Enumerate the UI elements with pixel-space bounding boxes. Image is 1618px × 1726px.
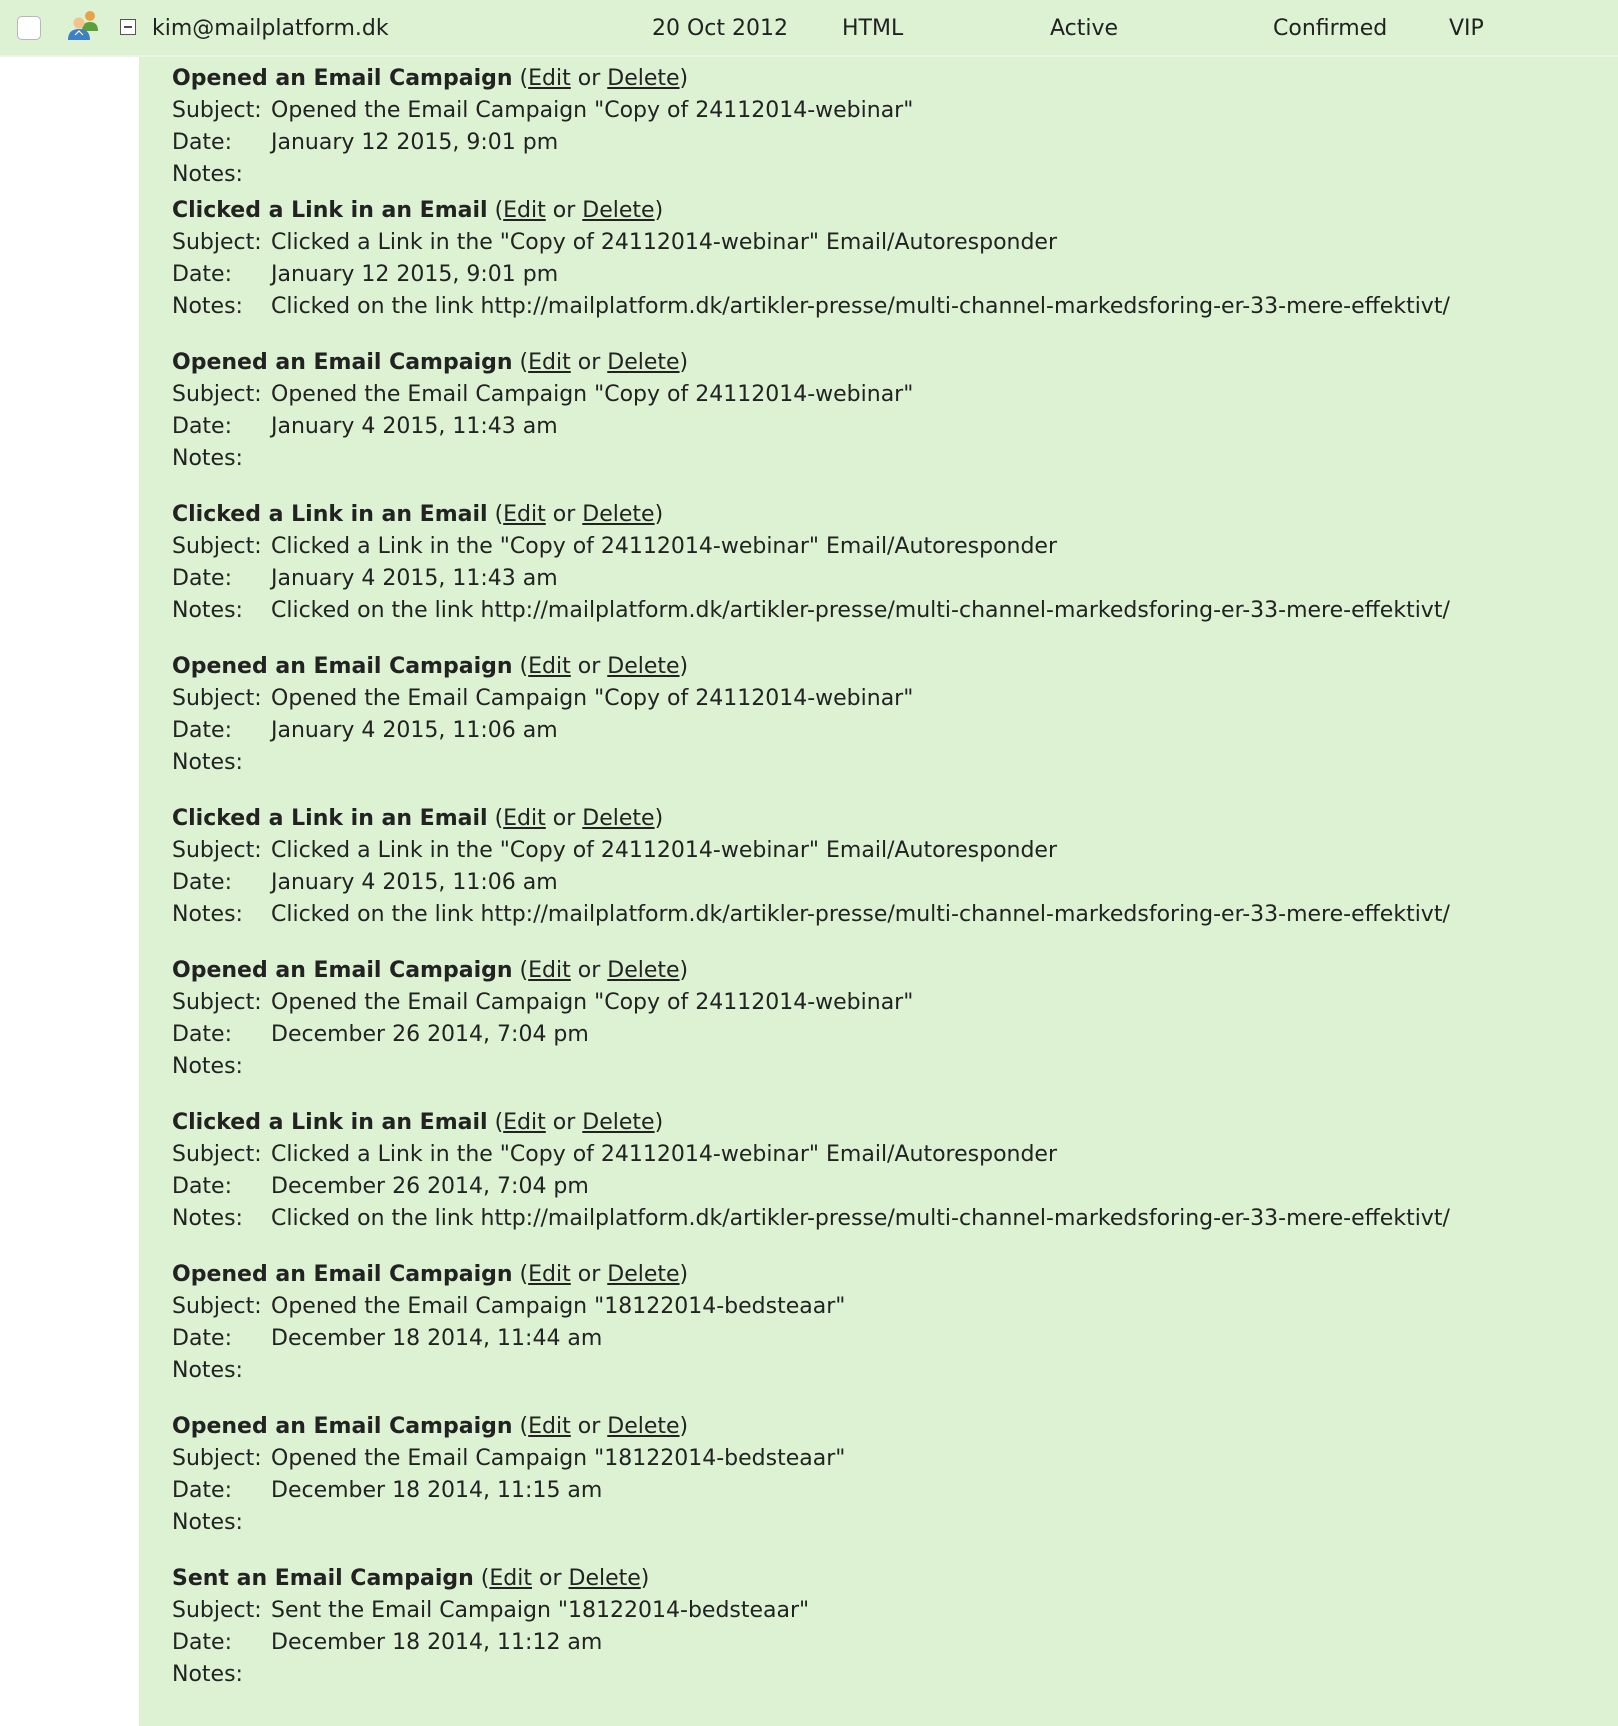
delete-link[interactable]: Delete xyxy=(607,350,680,375)
event-date-row xyxy=(172,411,1612,443)
paren-close: ) xyxy=(679,66,689,91)
date-label: Date: xyxy=(172,130,232,155)
event-notes-row xyxy=(172,1355,1612,1387)
notes-label: Notes: xyxy=(172,162,243,187)
event-entry xyxy=(172,651,1612,779)
event-subject: Sent the Email Campaign "18122014-bedsteaar" xyxy=(271,1598,810,1623)
event-header xyxy=(172,651,1612,683)
event-entry xyxy=(172,347,1612,475)
paren-open: ( xyxy=(519,350,529,375)
subject-label: Subject: xyxy=(172,1446,262,1471)
edit-link[interactable]: Edit xyxy=(489,1566,532,1591)
event-title: Opened an Email Campaign xyxy=(172,1262,513,1287)
date-label: Date: xyxy=(172,1478,232,1503)
date-label: Date: xyxy=(172,262,232,287)
event-date-row xyxy=(172,1171,1612,1203)
event-date-row xyxy=(172,259,1612,291)
date-label: Date: xyxy=(172,1630,232,1655)
paren-close: ) xyxy=(654,1110,664,1135)
edit-link[interactable]: Edit xyxy=(503,806,546,831)
event-title: Opened an Email Campaign xyxy=(172,958,513,983)
event-header xyxy=(172,1107,1612,1139)
paren-open: ( xyxy=(494,1110,504,1135)
or-text: or xyxy=(538,1566,562,1591)
paren-close: ) xyxy=(679,958,689,983)
notes-label: Notes: xyxy=(172,446,243,471)
delete-link[interactable]: Delete xyxy=(582,806,655,831)
event-date: December 26 2014, 7:04 pm xyxy=(271,1022,589,1047)
event-date-row xyxy=(172,563,1612,595)
collapse-icon[interactable] xyxy=(120,19,136,35)
event-subject: Opened the Email Campaign "18122014-bedsteaar" xyxy=(271,1446,846,1471)
edit-link[interactable]: Edit xyxy=(528,1262,571,1287)
event-header xyxy=(172,955,1612,987)
notes-label: Notes: xyxy=(172,1358,243,1383)
event-title: Clicked a Link in an Email xyxy=(172,198,488,223)
paren-close: ) xyxy=(679,350,689,375)
event-date-row xyxy=(172,1323,1612,1355)
date-label: Date: xyxy=(172,870,232,895)
edit-link[interactable]: Edit xyxy=(528,66,571,91)
event-date-row xyxy=(172,715,1612,747)
notes-label: Notes: xyxy=(172,1510,243,1535)
subject-label: Subject: xyxy=(172,98,262,123)
event-entry xyxy=(172,803,1612,931)
paren-close: ) xyxy=(640,1566,650,1591)
event-entry xyxy=(172,1259,1612,1387)
notes-label: Notes: xyxy=(172,902,243,927)
subject-label: Subject: xyxy=(172,838,262,863)
event-date: January 12 2015, 9:01 pm xyxy=(271,262,559,287)
subscriber-date: 20 Oct 2012 xyxy=(652,16,789,41)
event-subject-row xyxy=(172,683,1612,715)
event-date: January 4 2015, 11:43 am xyxy=(271,566,558,591)
paren-close: ) xyxy=(679,1262,689,1287)
event-title: Opened an Email Campaign xyxy=(172,654,513,679)
event-title: Clicked a Link in an Email xyxy=(172,806,488,831)
event-history-panel xyxy=(139,57,1618,1726)
edit-link[interactable]: Edit xyxy=(528,958,571,983)
or-text: or xyxy=(577,654,601,679)
event-entry xyxy=(172,1563,1612,1691)
delete-link[interactable]: Delete xyxy=(607,958,680,983)
event-header xyxy=(172,347,1612,379)
edit-link[interactable]: Edit xyxy=(528,350,571,375)
event-title: Opened an Email Campaign xyxy=(172,66,513,91)
notes-label: Notes: xyxy=(172,1206,243,1231)
event-date: December 26 2014, 7:04 pm xyxy=(271,1174,589,1199)
subscriber-status: Active xyxy=(1050,16,1119,41)
or-text: or xyxy=(577,1262,601,1287)
event-entry xyxy=(172,499,1612,627)
paren-close: ) xyxy=(679,654,689,679)
event-header xyxy=(172,63,1612,95)
paren-close: ) xyxy=(654,198,664,223)
notes-label: Notes: xyxy=(172,1054,243,1079)
event-subject-row xyxy=(172,1595,1612,1627)
notes-label: Notes: xyxy=(172,750,243,775)
event-subject: Opened the Email Campaign "Copy of 24112014-webinar" xyxy=(271,990,914,1015)
subscriber-confirmation: Confirmed xyxy=(1273,16,1388,41)
event-subject: Opened the Email Campaign "Copy of 24112014-webinar" xyxy=(271,382,914,407)
subject-label: Subject: xyxy=(172,382,262,407)
or-text: or xyxy=(552,1110,576,1135)
event-notes-row xyxy=(172,291,1612,323)
date-label: Date: xyxy=(172,1326,232,1351)
event-header xyxy=(172,1259,1612,1291)
event-date-row xyxy=(172,1475,1612,1507)
delete-link[interactable]: Delete xyxy=(607,654,680,679)
event-subject-row xyxy=(172,835,1612,867)
delete-link[interactable]: Delete xyxy=(607,66,680,91)
edit-link[interactable]: Edit xyxy=(528,654,571,679)
subject-label: Subject: xyxy=(172,990,262,1015)
subject-label: Subject: xyxy=(172,534,262,559)
event-subject-row xyxy=(172,1139,1612,1171)
event-entry xyxy=(172,1411,1612,1539)
event-notes-row xyxy=(172,1659,1612,1691)
date-label: Date: xyxy=(172,566,232,591)
edit-link[interactable]: Edit xyxy=(503,198,546,223)
event-notes-row xyxy=(172,1507,1612,1539)
paren-close: ) xyxy=(654,502,664,527)
event-date-row xyxy=(172,1019,1612,1051)
paren-open: ( xyxy=(494,198,504,223)
subscriber-format: HTML xyxy=(842,16,904,41)
notes-label: Notes: xyxy=(172,294,243,319)
delete-link[interactable]: Delete xyxy=(607,1414,680,1439)
event-header xyxy=(172,195,1612,227)
edit-link[interactable]: Edit xyxy=(528,1414,571,1439)
paren-open: ( xyxy=(519,1262,529,1287)
event-subject-row xyxy=(172,227,1612,259)
event-entry xyxy=(172,195,1612,323)
event-subject-row xyxy=(172,95,1612,127)
paren-open: ( xyxy=(519,1414,529,1439)
event-subject: Clicked a Link in the "Copy of 24112014-webinar" Email/Autoresponder xyxy=(271,1142,1058,1167)
subject-label: Subject: xyxy=(172,1294,262,1319)
subscriber-row xyxy=(0,0,1618,57)
delete-link[interactable]: Delete xyxy=(568,1566,641,1591)
event-date: January 4 2015, 11:43 am xyxy=(271,414,558,439)
or-text: or xyxy=(552,198,576,223)
event-subject: Clicked a Link in the "Copy of 24112014-webinar" Email/Autoresponder xyxy=(271,838,1058,863)
subject-label: Subject: xyxy=(172,1598,262,1623)
event-entry xyxy=(172,63,1612,191)
event-subject-row xyxy=(172,1291,1612,1323)
paren-open: ( xyxy=(519,654,529,679)
row-select-checkbox[interactable] xyxy=(17,16,41,40)
notes-label: Notes: xyxy=(172,598,243,623)
event-date-row xyxy=(172,867,1612,899)
event-header xyxy=(172,803,1612,835)
event-notes-row xyxy=(172,1051,1612,1083)
event-date: January 4 2015, 11:06 am xyxy=(271,718,558,743)
or-text: or xyxy=(577,1414,601,1439)
or-text: or xyxy=(552,502,576,527)
event-notes: Clicked on the link http://mailplatform.dk/artikler-presse/multi-channel-markedsforing-er-33-mere-effektivt/ xyxy=(271,902,1450,927)
event-header xyxy=(172,499,1612,531)
event-notes-row xyxy=(172,443,1612,475)
users-icon xyxy=(66,9,102,45)
event-notes: Clicked on the link http://mailplatform.dk/artikler-presse/multi-channel-markedsforing-er-33-mere-effektivt/ xyxy=(271,1206,1450,1231)
event-notes-row xyxy=(172,747,1612,779)
date-label: Date: xyxy=(172,718,232,743)
event-title: Clicked a Link in an Email xyxy=(172,502,488,527)
event-date-row xyxy=(172,127,1612,159)
or-text: or xyxy=(577,66,601,91)
event-date-row xyxy=(172,1627,1612,1659)
paren-close: ) xyxy=(679,1414,689,1439)
subscriber-list: VIP xyxy=(1449,16,1484,41)
event-subject-row xyxy=(172,379,1612,411)
event-date: December 18 2014, 11:12 am xyxy=(271,1630,603,1655)
event-date: December 18 2014, 11:44 am xyxy=(271,1326,603,1351)
paren-open: ( xyxy=(494,806,504,831)
edit-link[interactable]: Edit xyxy=(503,1110,546,1135)
subject-label: Subject: xyxy=(172,686,262,711)
event-entry xyxy=(172,955,1612,1083)
event-header xyxy=(172,1563,1612,1595)
notes-label: Notes: xyxy=(172,1662,243,1687)
event-subject: Clicked a Link in the "Copy of 24112014-webinar" Email/Autoresponder xyxy=(271,534,1058,559)
delete-link[interactable]: Delete xyxy=(582,198,655,223)
or-text: or xyxy=(552,806,576,831)
subject-label: Subject: xyxy=(172,230,262,255)
event-subject-row xyxy=(172,1443,1612,1475)
delete-link[interactable]: Delete xyxy=(582,1110,655,1135)
subject-label: Subject: xyxy=(172,1142,262,1167)
event-notes-row xyxy=(172,595,1612,627)
or-text: or xyxy=(577,958,601,983)
event-header xyxy=(172,1411,1612,1443)
event-notes-row xyxy=(172,899,1612,931)
date-label: Date: xyxy=(172,1022,232,1047)
event-date: January 4 2015, 11:06 am xyxy=(271,870,558,895)
event-subject-row xyxy=(172,987,1612,1019)
subscriber-email[interactable]: kim@mailplatform.dk xyxy=(152,16,389,41)
event-notes: Clicked on the link http://mailplatform.dk/artikler-presse/multi-channel-markedsforing-er-33-mere-effektivt/ xyxy=(271,598,1450,623)
paren-close: ) xyxy=(654,806,664,831)
paren-open: ( xyxy=(519,958,529,983)
event-notes: Clicked on the link http://mailplatform.dk/artikler-presse/multi-channel-markedsforing-er-33-mere-effektivt/ xyxy=(271,294,1450,319)
edit-link[interactable]: Edit xyxy=(503,502,546,527)
event-subject: Opened the Email Campaign "Copy of 24112014-webinar" xyxy=(271,686,914,711)
event-title: Clicked a Link in an Email xyxy=(172,1110,488,1135)
date-label: Date: xyxy=(172,414,232,439)
paren-open: ( xyxy=(519,66,529,91)
event-notes-row xyxy=(172,1203,1612,1235)
event-notes-row xyxy=(172,159,1612,191)
event-title: Opened an Email Campaign xyxy=(172,350,513,375)
paren-open: ( xyxy=(480,1566,490,1591)
delete-link[interactable]: Delete xyxy=(607,1262,680,1287)
delete-link[interactable]: Delete xyxy=(582,502,655,527)
event-date: January 12 2015, 9:01 pm xyxy=(271,130,559,155)
event-entry xyxy=(172,1107,1612,1235)
event-title: Sent an Email Campaign xyxy=(172,1566,474,1591)
paren-open: ( xyxy=(494,502,504,527)
or-text: or xyxy=(577,350,601,375)
event-subject-row xyxy=(172,531,1612,563)
event-subject: Opened the Email Campaign "Copy of 24112014-webinar" xyxy=(271,98,914,123)
event-date: December 18 2014, 11:15 am xyxy=(271,1478,603,1503)
event-subject: Clicked a Link in the "Copy of 24112014-webinar" Email/Autoresponder xyxy=(271,230,1058,255)
event-title: Opened an Email Campaign xyxy=(172,1414,513,1439)
event-subject: Opened the Email Campaign "18122014-bedsteaar" xyxy=(271,1294,846,1319)
date-label: Date: xyxy=(172,1174,232,1199)
